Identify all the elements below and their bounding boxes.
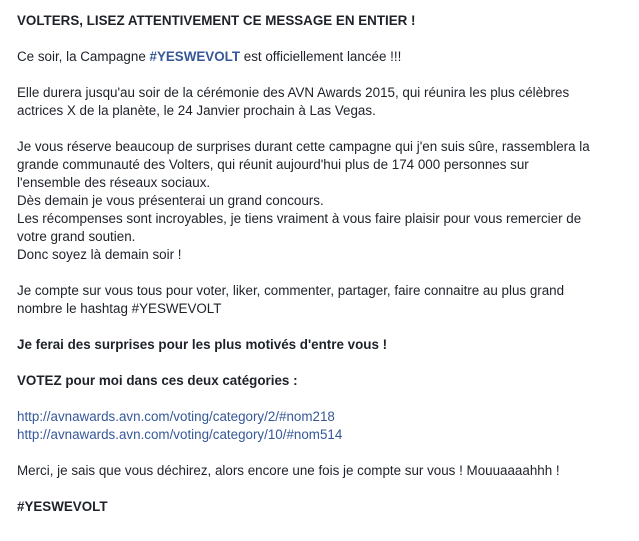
call-to-action-line-1: Je compte sur vous tous pour voter, liker, commenter, partager, faire connaitre au plus grand	[17, 283, 565, 298]
surprises-line-4: Dès demain je vous présenterai un grand concours.	[17, 193, 324, 208]
vote-link-row	[17, 426, 627, 444]
campaign-hashtag[interactable]: #YESWEVOLT	[149, 49, 241, 64]
closing-hashtag[interactable]: #YESWEVOLT	[17, 499, 108, 514]
intro-paragraph	[17, 48, 627, 66]
intro-text-before: Ce soir, la Campagne	[17, 49, 150, 64]
surprises-line-2: grande communauté des Volters, qui réunit aujourd'hui plus de 174 000 personnes sur	[17, 157, 529, 172]
post-heading: VOLTERS, LISEZ ATTENTIVEMENT CE MESSAGE EN ENTIER !	[17, 13, 416, 28]
motivated-line: Je ferai des surprises pour les plus motivés d'entre vous !	[17, 337, 388, 352]
vote-link-row	[17, 408, 627, 426]
vote-link-category-10[interactable]: http://avnawards.avn.com/voting/category/10/#nom514	[17, 427, 343, 442]
duration-line-1: Elle durera jusqu'au soir de la cérémonie des AVN Awards 2015, qui réunira les plus célèbres	[17, 85, 570, 100]
surprises-line-5: Les récompenses sont incroyables, je tiens vraiment à vous faire plaisir pour vous remercier de	[17, 211, 582, 226]
thanks-line: Merci, je sais que vous déchirez, alors encore une fois je compte sur vous ! Mouuaaaahhh !	[17, 463, 560, 478]
surprises-line-6: votre grand soutien.	[17, 229, 136, 244]
duration-line-2: actrices X de la planète, le 24 Janvier prochain à Las Vegas.	[17, 103, 376, 118]
vote-link-category-2[interactable]: http://avnawards.avn.com/voting/category/2/#nom218	[17, 409, 335, 424]
surprises-line-7: Donc soyez là demain soir !	[17, 247, 182, 262]
vote-heading: VOTEZ pour moi dans ces deux catégories :	[17, 373, 298, 388]
call-to-action-line-2: nombre le hashtag #YESWEVOLT	[17, 301, 222, 316]
surprises-line-3: l'ensemble des réseaux sociaux.	[17, 175, 211, 190]
surprises-line-1: Je vous réserve beaucoup de surprises durant cette campagne qui j'en suis sûre, rassemblera la	[17, 139, 590, 154]
intro-text-after: est officiellement lancée !!!	[240, 49, 402, 64]
post-body	[17, 12, 627, 516]
